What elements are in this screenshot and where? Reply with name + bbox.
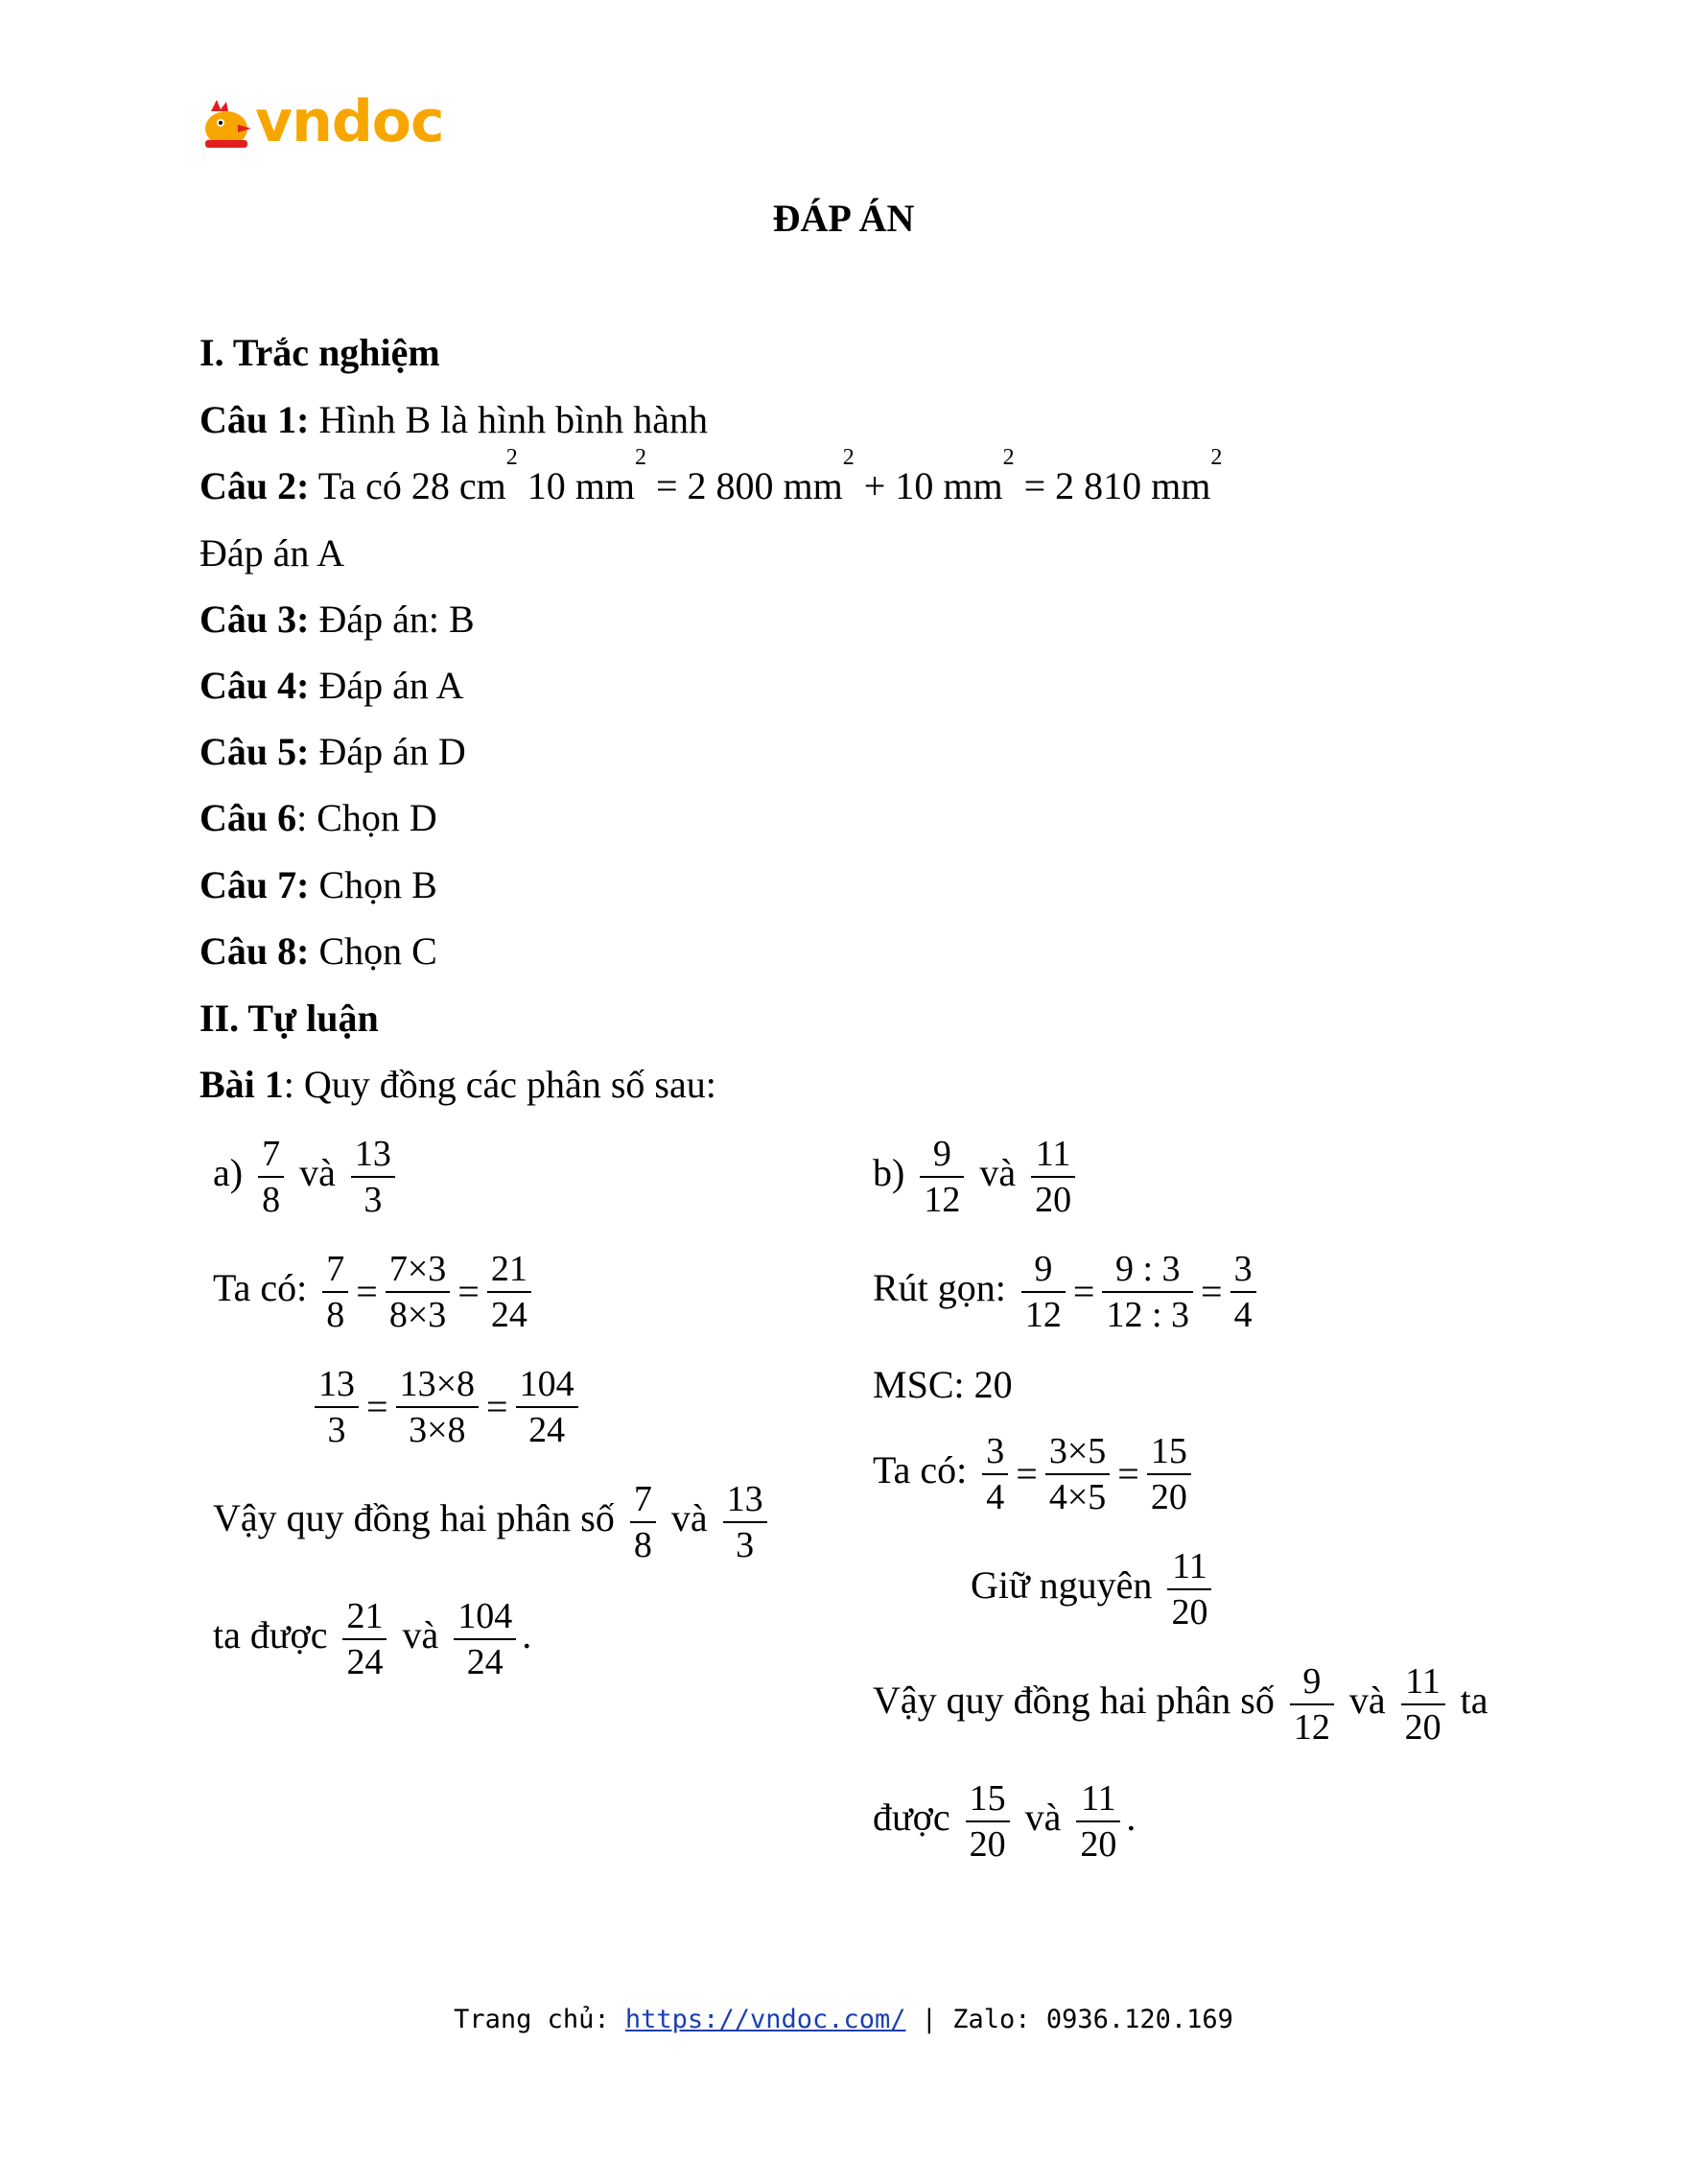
- question-7: Câu 7: Chọn B: [199, 863, 437, 906]
- fraction: $\frac{3}{4}$: [1230, 1247, 1256, 1337]
- fraction: $\frac{13}{3}$: [315, 1362, 359, 1452]
- mascot-icon: [199, 98, 257, 152]
- left-step-1: Ta có: $\frac{7}{8}$ = $\frac{7\times 3}{8\times 3}$ = $\frac{21}{24}$: [213, 1247, 537, 1337]
- homepage-link[interactable]: https://vndoc.com/: [624, 2005, 906, 2034]
- right-msc: MSC: 20: [873, 1363, 1013, 1406]
- fraction: $\frac{7\times 3}{8\times 3}$: [386, 1247, 450, 1337]
- fraction: $\frac{9}{12}$: [1021, 1247, 1066, 1337]
- left-result: ta được $\frac{21}{24}$ và $\frac{104}{24}$ .: [213, 1596, 532, 1682]
- page-title: ĐÁP ÁN: [772, 197, 915, 240]
- question-4: Câu 4: Đáp án A: [199, 664, 464, 707]
- fraction: $\frac{11}{20}$: [1401, 1659, 1445, 1750]
- question-5: Câu 5: Đáp án D: [199, 730, 466, 773]
- fraction: $\frac{13}{3}$: [351, 1132, 395, 1222]
- question-2: Câu 2: Ta có 28 $cm^2$ 10 $mm^2 = 2$ 800 $mm^2 + 10$ $mm^2 = 2$ 810 $mm^2$: [199, 445, 1223, 507]
- left-conclusion: Vậy quy đồng hai phân số $\frac{7}{8}$ và $\frac{13}{3}$: [213, 1477, 773, 1567]
- fraction: $\frac{13\times 8}{3\times 8}$: [396, 1362, 479, 1452]
- fraction: $\frac{13}{3}$: [723, 1477, 767, 1567]
- question-6: Câu 6: Chọn D: [199, 796, 437, 839]
- fraction: $\frac{7}{8}$: [258, 1132, 284, 1222]
- right-conclusion: Vậy quy đồng hai phân số $\frac{9}{12}$ và $\frac{11}{20}$ ta: [873, 1661, 1488, 1748]
- vndoc-logo: [199, 88, 449, 155]
- answer-line: Đáp án A: [199, 531, 345, 575]
- question-1: [199, 397, 708, 443]
- fraction: $\frac{21}{24}$: [342, 1594, 387, 1684]
- right-problem: b) $\frac{9}{12}$ và $\frac{11}{20}$: [873, 1132, 1081, 1222]
- fraction: $\frac{21}{24}$: [487, 1247, 531, 1337]
- fraction: $\frac{9 : 3}{12 : 3}$: [1102, 1247, 1193, 1337]
- footer: Trang chủ: https://vndoc.com/ | Zalo: 0936.120.169: [454, 2005, 1233, 2034]
- left-step-2: $\frac{13}{3}$ = $\frac{13\times 8}{3\times 8}$ = $\frac{104}{24}$: [309, 1362, 584, 1452]
- fraction: $\frac{15}{20}$: [1147, 1429, 1191, 1519]
- fraction: $\frac{15}{20}$: [966, 1776, 1010, 1867]
- question-8: Câu 8: Chọn C: [199, 929, 437, 973]
- fraction: $\frac{9}{12}$: [920, 1132, 964, 1222]
- bai-1: Bài 1: Quy đồng các phân số sau:: [199, 1063, 716, 1106]
- section-heading-2: II. Tự luận: [199, 997, 379, 1040]
- fraction: $\frac{104}{24}$: [516, 1362, 578, 1452]
- fraction: $\frac{11}{20}$: [1167, 1544, 1211, 1634]
- fraction: $\frac{11}{20}$: [1031, 1132, 1075, 1222]
- right-reduce: Rút gọn: $\frac{9}{12}$ = $\frac{9 : 3}{12 : 3}$ = $\frac{3}{4}$: [873, 1247, 1262, 1337]
- fraction: $\frac{7}{8}$: [322, 1247, 348, 1337]
- section-heading-1: I. Trắc nghiệm: [199, 331, 440, 374]
- fraction: $\frac{3}{4}$: [982, 1429, 1008, 1519]
- right-keep: Giữ nguyên $\frac{11}{20}$: [971, 1544, 1217, 1634]
- question-label: Câu 1:: [199, 398, 310, 441]
- question-text: Hình B là hình bình hành: [318, 398, 708, 441]
- left-problem: a) $\frac{7}{8}$ và $\frac{13}{3}$: [213, 1132, 401, 1222]
- question-3: Câu 3: Đáp án: B: [199, 598, 475, 641]
- fraction: $\frac{3\times 5}{4\times 5}$: [1045, 1429, 1110, 1519]
- fraction: $\frac{7}{8}$: [630, 1477, 656, 1567]
- right-step: Ta có: $\frac{3}{4}$ = $\frac{3\times 5}{4\times 5}$ = $\frac{15}{20}$: [873, 1429, 1197, 1519]
- logo-text: vndoc: [255, 88, 444, 155]
- question-label: Câu 2:: [199, 464, 310, 507]
- fraction: $\frac{9}{12}$: [1290, 1659, 1334, 1750]
- fraction: $\frac{11}{20}$: [1076, 1776, 1120, 1867]
- right-result: được $\frac{15}{20}$ và $\frac{11}{20}$ .: [873, 1778, 1136, 1865]
- fraction: $\frac{104}{24}$: [454, 1594, 516, 1684]
